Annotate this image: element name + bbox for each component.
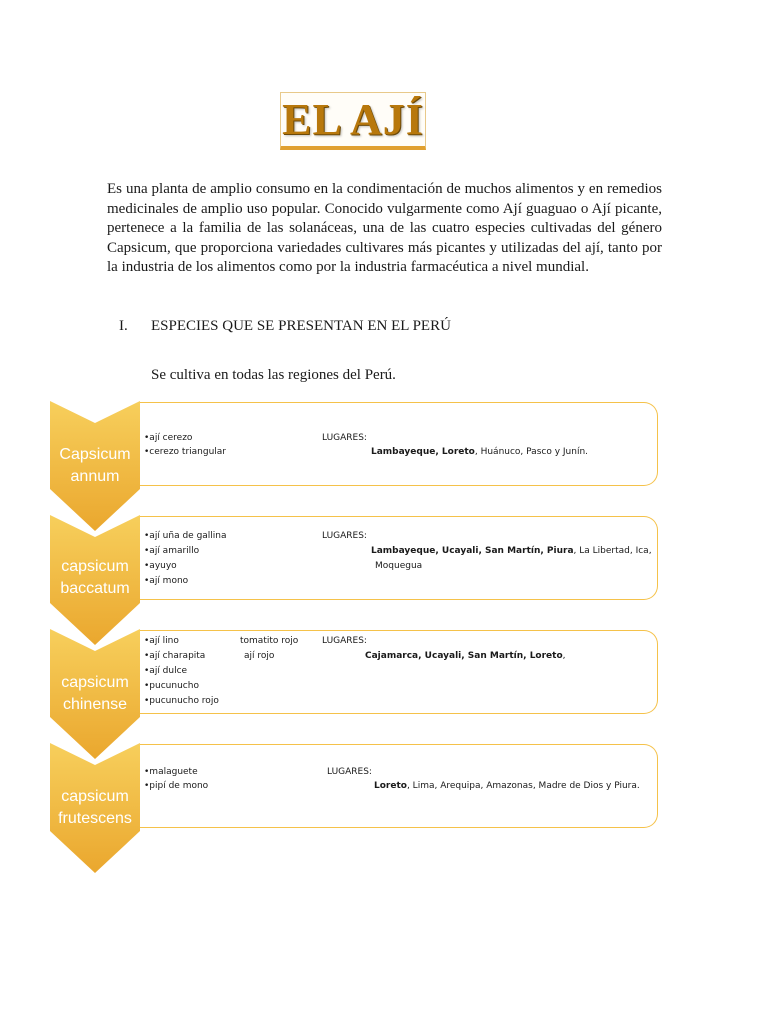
section-heading — [119, 318, 451, 335]
variety-item: •pucunucho — [144, 681, 199, 691]
intro-paragraph: Es una planta de amplio consumo en la condimentación de muchos alimentos y en remedios medicinales de amplio uso popular. Conocido vulgarmente como Ají guaguao o Ají picante, pertenece a la familia de las solanáceas, una de las cuatro especies cultivadas del género Capsicum, que proporciona variedades cultivares más picantes y utilizadas del ají, tanto por la industria de los alimentos como por la industria farmacéutica a nivel mundial. — [107, 181, 662, 275]
variety-item: ají rojo — [244, 651, 275, 661]
species-chevron-frutescens — [50, 743, 140, 873]
species-box-annum — [140, 402, 658, 486]
lugares-label: LUGARES: — [327, 767, 372, 777]
section-number: I. — [119, 318, 128, 334]
variety-item: •malaguete — [144, 767, 198, 777]
variety-item: •cerezo triangular — [144, 447, 227, 457]
places-text: Loreto, Lima, Arequipa, Amazonas, Madre de Dios y Piura. — [374, 781, 640, 791]
species-box-chinense — [140, 630, 658, 714]
variety-item: •pipí de mono — [144, 781, 209, 791]
species-chevron-annum — [50, 401, 140, 531]
variety-item: •ají dulce — [144, 666, 188, 676]
places-text: Lambayeque, Ucayali, San Martín, Piura, La Libertad, Ica, — [371, 546, 652, 556]
page-title: EL AJÍ — [282, 94, 424, 144]
species-chevron-baccatum — [50, 515, 140, 645]
variety-item: •ají cerezo — [144, 433, 193, 443]
lugares-label: LUGARES: — [322, 636, 367, 646]
title-banner — [280, 92, 426, 150]
variety-item: •ají lino — [144, 636, 179, 646]
species-box-frutescens — [140, 744, 658, 828]
lugares-label: LUGARES: — [322, 531, 367, 541]
lugares-label: LUGARES: — [322, 433, 367, 443]
species-name: Capsicum annum — [59, 446, 131, 485]
species-name: capsicum chinense — [61, 674, 129, 713]
places-text-continued: Moquegua — [375, 561, 423, 571]
places-text: Cajamarca, Ucayali, San Martín, Loreto, — [365, 651, 566, 661]
variety-item: •ají mono — [144, 576, 189, 586]
variety-item: •ayuyo — [144, 561, 177, 571]
places-text: Lambayeque, Loreto, Huánuco, Pasco y Junín. — [371, 447, 589, 457]
section-heading-text: ESPECIES QUE SE PRESENTAN EN EL PERÚ — [151, 318, 451, 334]
variety-item: tomatito rojo — [240, 636, 299, 646]
species-name: capsicum frutescens — [58, 788, 132, 827]
section-subtext: Se cultiva en todas las regiones del Perú. — [151, 367, 396, 383]
species-chevron-chinense — [50, 629, 140, 759]
variety-item: •ají uña de gallina — [144, 531, 227, 541]
variety-item: •ají charapita — [144, 651, 206, 661]
variety-item: •pucunucho rojo — [144, 696, 219, 706]
species-box-baccatum — [140, 516, 658, 600]
variety-item: •ají amarillo — [144, 546, 200, 556]
species-name: capsicum baccatum — [60, 558, 130, 597]
